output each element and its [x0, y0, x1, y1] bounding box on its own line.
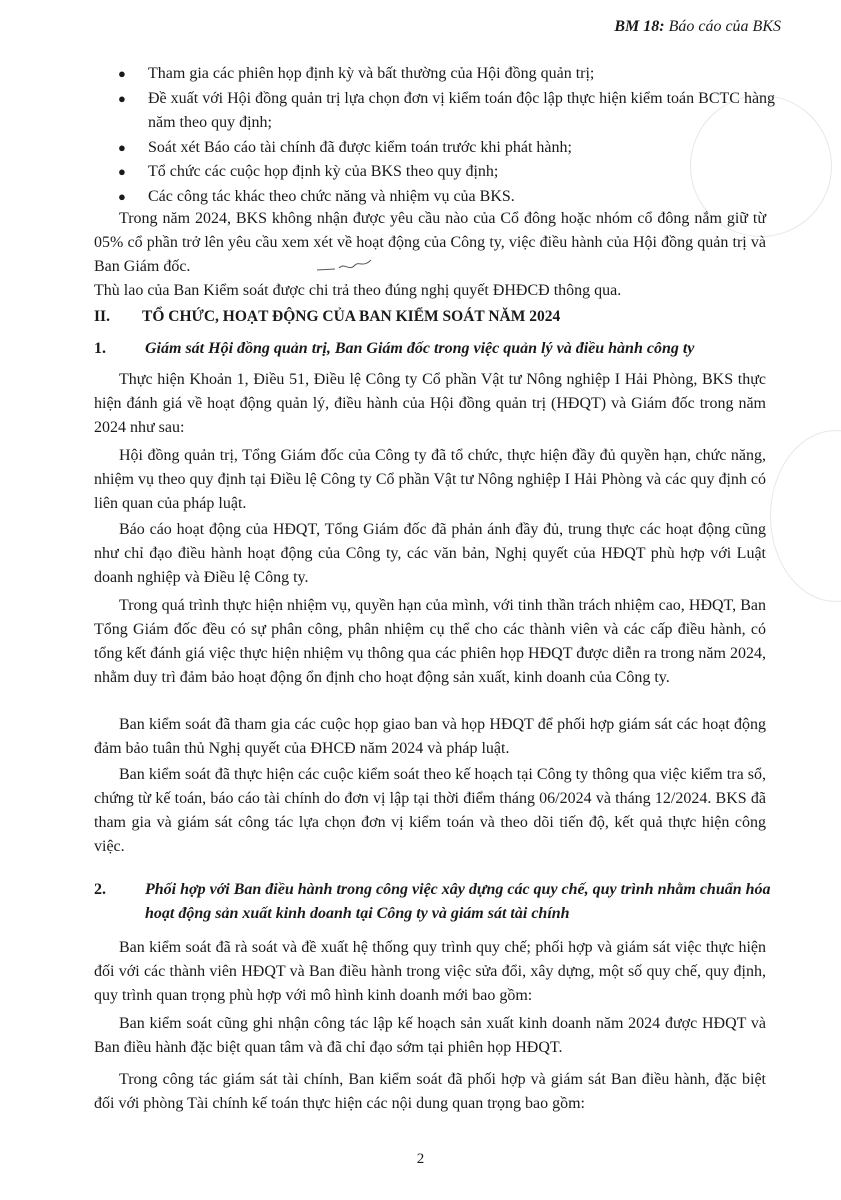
paragraph: Trong năm 2024, BKS không nhận được yêu cầu nào của Cổ đông hoặc nhóm cổ đông nắm giữ từ 05% cổ phần trở lên yêu cầu xem xét về hoạt động của Công ty, việc điều hành của Hội đồng quản trị và Ban Giám đốc. [94, 210, 766, 275]
paragraph: Ban kiểm soát cũng ghi nhận công tác lập kế hoạch sản xuất kinh doanh năm 2024 được HĐQT và Ban điều hành đặc biệt quan tâm và đã chỉ đạo sớm tại phiên họp HĐQT. [94, 1015, 766, 1056]
paragraph: Thù lao của Ban Kiểm soát được chi trả theo đúng nghị quyết ĐHĐCĐ thông qua. [94, 282, 622, 299]
bullet-icon: ● [118, 90, 126, 106]
paragraph: Hội đồng quản trị, Tổng Giám đốc của Công ty đã tổ chức, thực hiện đầy đủ quyền hạn, chức năng, nhiệm vụ theo quy định tại Điều lệ Công ty Cổ phần Vật tư Nông nghiệp I Hải Phòng và các quy định có liên quan của pháp luật. [94, 447, 766, 512]
paragraph: Trong công tác giám sát tài chính, Ban kiểm soát đã phối hợp và giám sát Ban điều hành, đặc biệt đối với phòng Tài chính kế toán thực hiện các nội dung quan trọng bao gồm: [94, 1071, 766, 1112]
paragraph: Trong quá trình thực hiện nhiệm vụ, quyền hạn của mình, với tinh thần trách nhiệm cao, HĐQT, Ban Tổng Giám đốc đều có sự phân công, phân nhiệm cụ thể cho các thành viên và các cấp điều hành, có tổng kết đánh giá việc thực hiện nhiệm vụ thông qua các phiên họp HĐQT được diễn ra trong năm 2024, nhằm duy trì đảm bảo hoạt động ổn định cho hoạt động sản xuất, kinh doanh của Công ty. [94, 597, 766, 686]
section-heading: II. TỔ CHỨC, HOẠT ĐỘNG CỦA BAN KIỂM SOÁT NĂM 2024 [94, 308, 561, 325]
bullet-icon: ● [118, 188, 126, 204]
paragraph: Ban kiểm soát đã thực hiện các cuộc kiểm soát theo kế hoạch tại Công ty thông qua việc kiểm tra sổ, chứng từ kế toán, báo cáo tài chính do đơn vị lập tại thời điểm tháng 06/2024 và tháng 12/2024. BKS đã tham gia và giám sát công tác lựa chọn đơn vị kiểm toán và theo dõi tiến độ, kết quả thực hiện công việc. [94, 766, 766, 855]
paragraph: Báo cáo hoạt động của HĐQT, Tổng Giám đốc đã phản ánh đầy đủ, trung thực các hoạt động cũng như chỉ đạo điều hành hoạt động của Công ty, các văn bản, Nghị quyết của HĐQT phù hợp với Luật doanh nghiệp và Điều lệ Công ty. [94, 521, 766, 586]
list-item: ● Soát xét Báo cáo tài chính đã được kiểm toán trước khi phát hành; [118, 136, 778, 161]
list-item: ● Đề xuất với Hội đồng quản trị lựa chọn đơn vị kiểm toán độc lập thực hiện kiểm toán BCTC hàng năm theo quy định; [118, 87, 778, 136]
list-item: ● Tham gia các phiên họp định kỳ và bất thường của Hội đồng quản trị; [118, 62, 778, 87]
bullet-icon: ● [118, 164, 126, 179]
subsection-heading: 1. Giám sát Hội đồng quản trị, Ban Giám đốc trong việc quản lý và điều hành công ty [94, 340, 695, 357]
paragraph: Ban kiểm soát đã tham gia các cuộc họp giao ban và họp HĐQT để phối hợp giám sát các hoạt động đảm bảo tuân thủ Nghị quyết của ĐHCĐ năm 2024 và pháp luật. [94, 716, 766, 757]
bullet-icon: ● [118, 139, 126, 155]
faded-stamp [770, 430, 841, 602]
bullet-icon: ● [118, 66, 126, 81]
paragraph: Ban kiểm soát đã rà soát và đề xuất hệ thống quy trình quy chế; phối hợp và giám sát việc thực hiện đối với các thành viên HĐQT và Ban điều hành trong việc sửa đổi, xây dựng, một số quy chế, quy định, quy trình quan trọng phù hợp với mô hình kinh doanh mới bao gồm: [94, 939, 766, 1004]
paragraph: Thực hiện Khoản 1, Điều 51, Điều lệ Công ty Cổ phần Vật tư Nông nghiệp I Hải Phòng, BKS thực hiện đánh giá về hoạt động quản lý, điều hành của Hội đồng quản trị (HĐQT) và Giám đốc trong năm 2024 như sau: [94, 371, 766, 436]
list-item: ● Tổ chức các cuộc họp định kỳ của BKS theo quy định; [118, 160, 778, 185]
form-code: BM 18: Báo cáo của BKS [614, 18, 781, 35]
subsection-heading: 2. Phối hợp với Ban điều hành trong công việc xây dựng các quy chế, quy trình nhằm chuẩn hóa hoạt động sản xuất kinh doanh tại Công ty và giám sát tài chính [94, 881, 771, 922]
page-number: 2 [416, 1151, 425, 1167]
duty-list [118, 62, 778, 209]
list-item: ● Các công tác khác theo chức năng và nhiệm vụ của BKS. [118, 185, 778, 210]
